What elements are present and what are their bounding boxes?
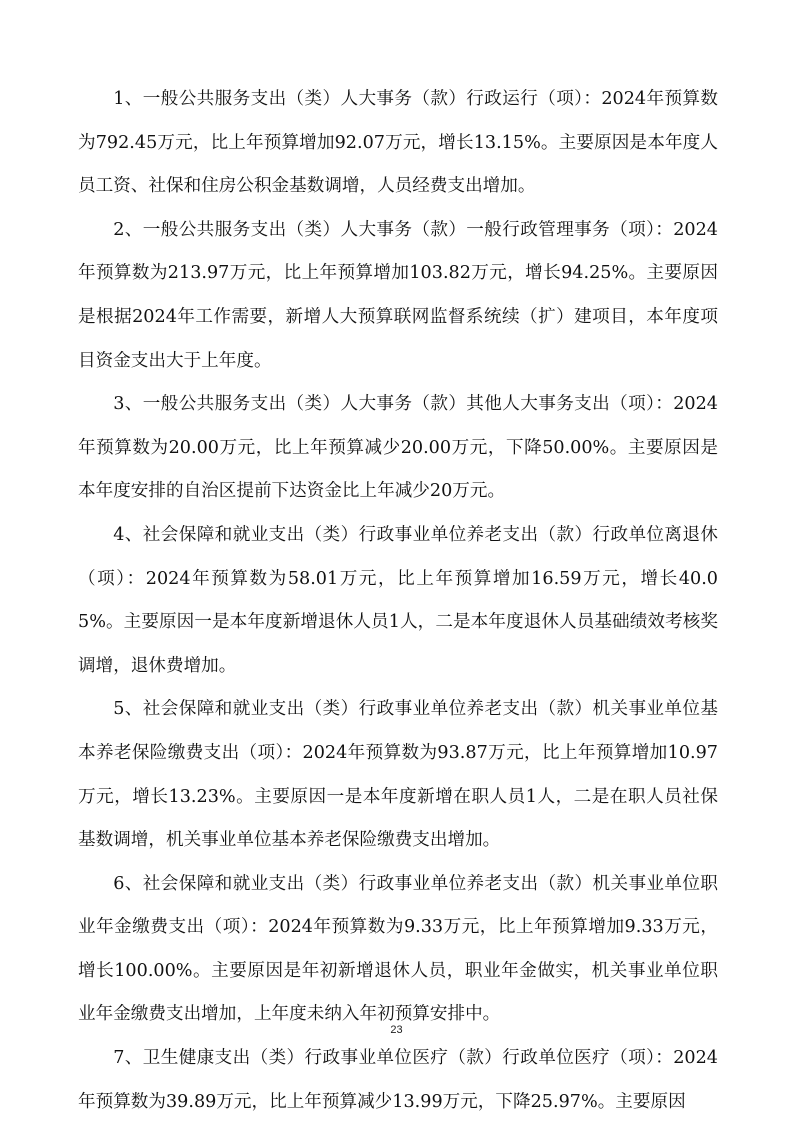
paragraph-4: 4、社会保障和就业支出（类）行政事业单位养老支出（款）行政单位离退休（项）：2024年预算数为58.01万元，比上年预算增加16.59万元，增长40.05%。主要原因一是本年度新增退休人员1人，二是本年度退休人员基础绩效考核奖调增，退休费增加。 (78, 524, 718, 676)
paragraph-1: 1、一般公共服务支出（类）人大事务（款）行政运行（项）：2024年预算数为792.45万元，比上年预算增加92.07万元，增长13.15%。主要原因是本年度人员工资、社保和住房公积金基数调增，人员经费支出增加。 (78, 89, 718, 197)
paragraph-5: 5、社会保障和就业支出（类）行政事业单位养老支出（款）机关事业单位基本养老保险缴费支出（项）：2024年预算数为93.87万元，比上年预算增加10.97万元，增长13.23%。主要原因一是本年度新增在职人员1人，二是在职人员社保基数调增，机关事业单位基本养老保险缴费支出增加。 (78, 699, 718, 851)
paragraph-7: 7、卫生健康支出（类）行政事业单位医疗（款）行政单位医疗（项）：2024年预算数为39.89万元，比上年预算减少13.99万元，下降25.97%。主要原因 (78, 1048, 718, 1112)
body-text (78, 78, 718, 1124)
paragraph-3: 3、一般公共服务支出（类）人大事务（款）其他人大事务支出（项）：2024年预算数为20.00万元，比上年预算减少20.00万元，下降50.00%。主要原因是本年度安排的自治区提前下达资金比上年减少20万元。 (78, 394, 718, 502)
paragraph-6: 6、社会保障和就业支出（类）行政事业单位养老支出（款）机关事业单位职业年金缴费支出（项）：2024年预算数为9.33万元，比上年预算增加9.33万元，增长100.00%。主要原因是年初新增退休人员，职业年金做实，机关事业单位职业年金缴费支出增加，上年度未纳入年初预算安排中。 (78, 873, 718, 1025)
page-number: 23 (390, 1024, 403, 1036)
paragraph-2: 2、一般公共服务支出（类）人大事务（款）一般行政管理事务（项）：2024年预算数为213.97万元，比上年预算增加103.82万元，增长94.25%。主要原因是根据2024年工作需要，新增人大预算联网监督系统续（扩）建项目，本年度项目资金支出大于上年度。 (78, 219, 718, 371)
